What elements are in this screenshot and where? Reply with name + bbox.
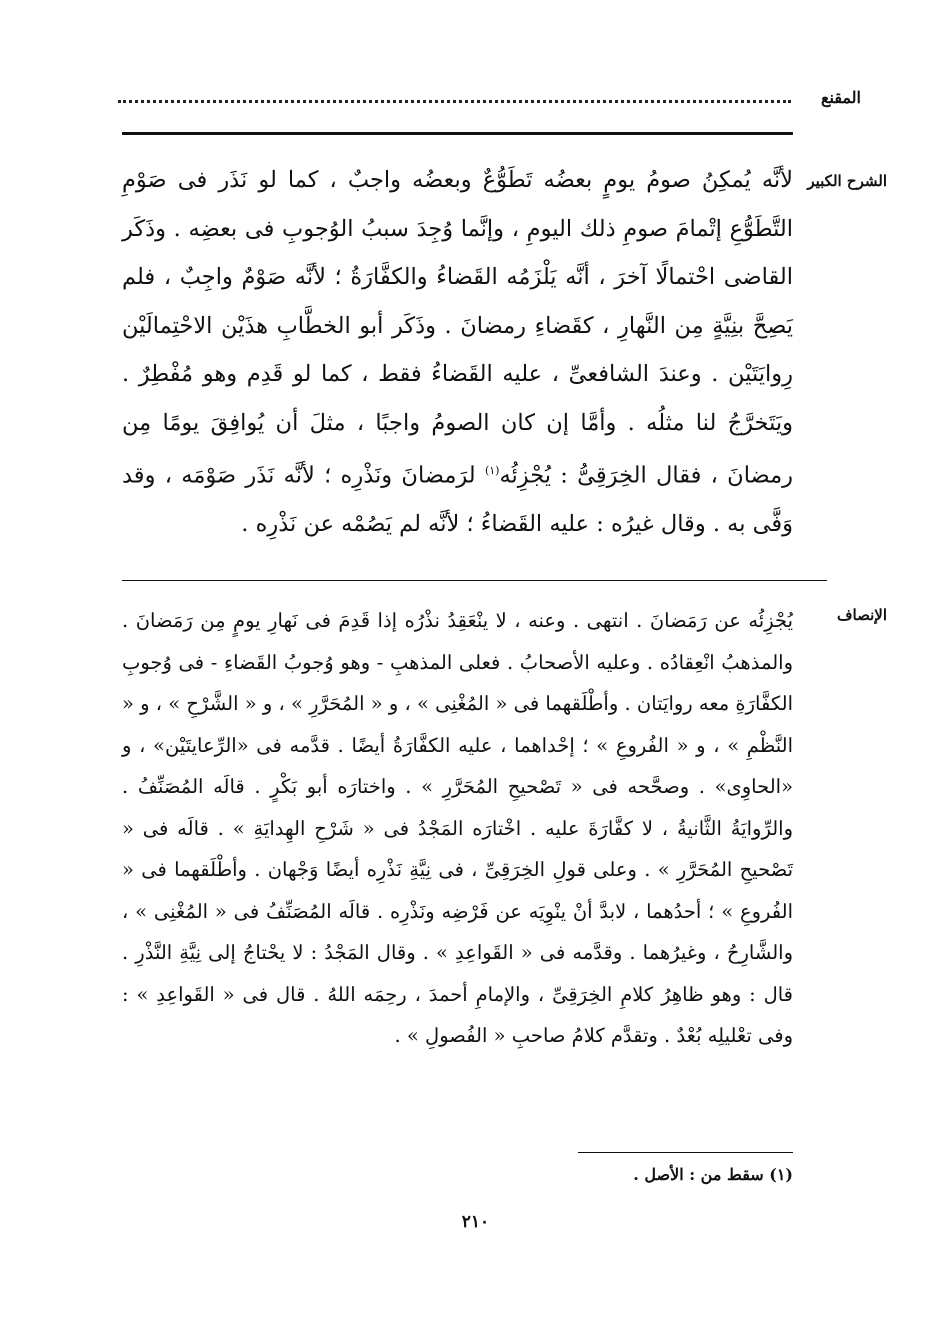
header-rule [122,132,793,135]
footnote-rule [578,1152,793,1153]
footnote: (١) سقط من : الأصل . [633,1165,793,1184]
running-title: المقنع [820,88,861,107]
insaf-label: الإنصاف [836,606,887,624]
commentary-text [122,156,793,549]
section-divider [122,580,827,581]
footnote-ref: (١) [484,464,500,477]
page-number: ٢١٠ [461,1212,490,1232]
header-dotted-rule [118,94,791,103]
commentary-text-b: لرَمضانَ ونَذْرِه ؛ لأنَّه نَذَر صَوْمَه ، وقد وَفَّى به . وقال غيرُه : عليه القَضاءُ ؛ لأنَّه لم يَصُمْه عن نَذْرِه . [122,462,793,537]
commentary-text-a: لأنَّه يُمكِنُ صومُ يومٍ بعضُه تَطَوُّعٌ وبعضُه واجبٌ ، كما لو نَذَر فى صَوْمِ التَّطَوُّعِ إتْمامَ صومِ ذلك اليومِ ، وإنَّما وُجِدَ سببُ الوُجوبِ فى بعضِه . وذَكَر القاضى احْتمالًا آخرَ ، أنَّه يَلْزَمُه القَضاءُ والكفَّارَةُ ؛ لأنَّه صَوْمٌ واجِبٌ ، فلم يَصِحَّ بنِيَّةٍ مِن النَّهارِ ، كقَضاءِ رمضانَ . وذَكَر أبو الخطَّابِ هذَيْن الاحْتِمالَيْن رِوايَتَيْن . وعندَ الشافعىِّ ، عليه القَضاءُ فقط ، كما لو قَدِم وهو مُفْطِرٌ . ويَتَخرَّجُ لنا مثلُه . وأمَّا إن كان الصومُ واجبًا ، مثلَ أن يُوافِقَ يومًا مِن رمضانَ ، فقال الخِرَقِىُّ : يُجْزِئُه [122,167,793,489]
commentary-label: الشرح الكبير [807,172,887,190]
insaf-text [122,600,793,1057]
insaf-paragraph: يُجْزِئُه عن رَمَضانَ . انتهى . وعنه ، لا ينْعَقِدُ نذْرُه إذا قَدِمَ فى نَهارِ يومٍ مِن رَمَضانَ . والمذهبُ انْعِقادُه . وعليه الأصحابُ . فعلى المذهبِ - وهو وُجوبُ القَضاءِ - فى وُجوبِ الكفَّارَةِ معه روايَتان . وأطْلَقهما فى « المُغْنِى » ، و « المُحَرَّرِ » ، و « الشَّرْحِ » ، و « النَّظْمِ » ، و « الفُروعِ » ؛ إحْداهما ، عليه الكفَّارَةُ أيضًا . قدَّمه فى «الرِّعايتَيْن» ، و «الحاوِى» . وصحَّحه فى « تَصْحيحِ المُحَرَّرِ » . واختارَه أبو بَكْرٍ . قالَه المُصَنِّفُ . والرِّوايَةُ الثَّانيةُ ، لا كفَّارَةَ عليه . اخْتارَه المَجْدُ فى « شَرْحِ الهِدايَةِ » . قالَه فى « تَصْحيحِ المُحَرَّرِ » . وعلى قولِ الخِرَقِىِّ ، فى نِيَّةِ نَذْرِه أيضًا وَجْهان . وأطْلَقهما فى « الفُروعِ » ؛ أحدُهما ، لابدَّ أنْ ينْوِيَه عن فَرْضِه ونَذْرِه . قالَه المُصَنِّفُ فى « المُغْنِى » ، والشَّارِحُ ، وغيرُهما . وقدَّمه فى « القَواعِدِ » . وقال المَجْدُ : لا يحْتاجُ إلى نِيَّةِ النَّذْرِ . قال : وهو ظاهِرُ كلامِ الخِرَقِىِّ ، والإمامِ أحمدَ ، رحِمَه اللهُ . قال فى « القَواعِدِ » : وفى تعْليلِه بُعْدٌ . وتقدَّم كلامُ صاحبِ « الفُصولِ » . [122,609,793,1047]
